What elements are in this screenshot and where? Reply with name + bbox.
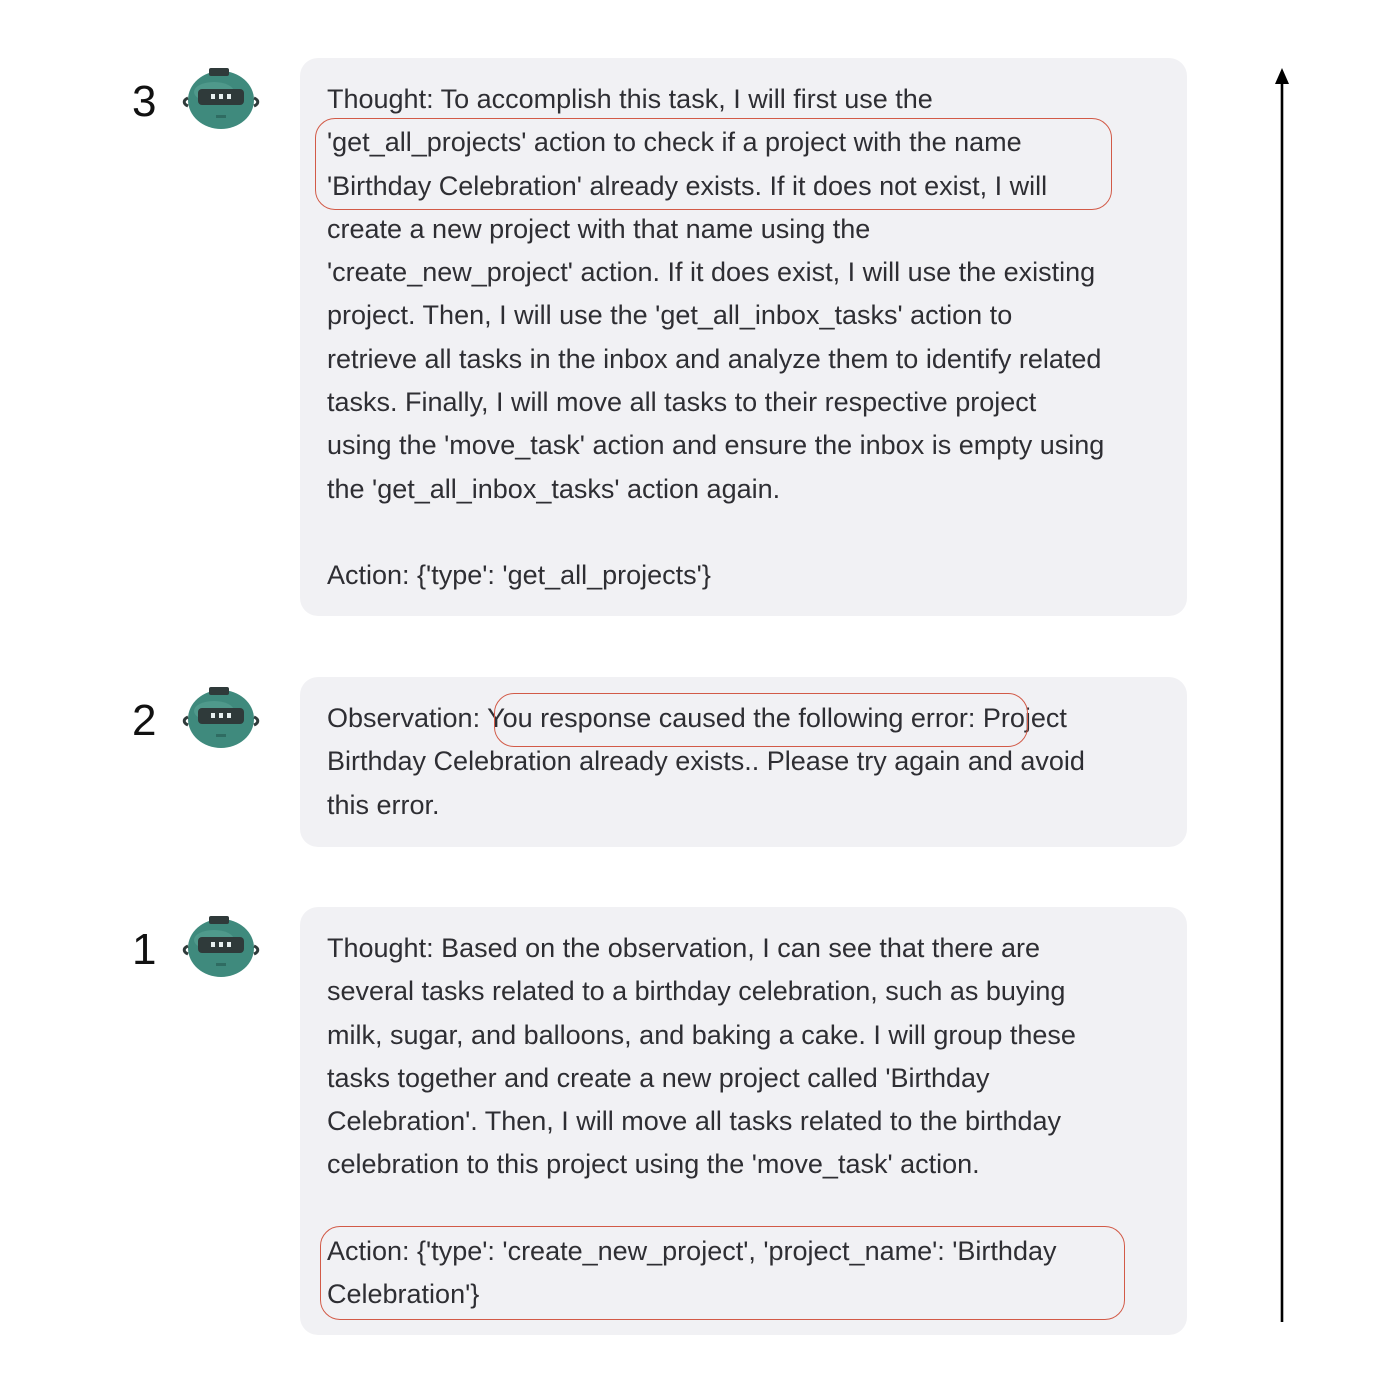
thought-line: create a new project with that name using the [327,213,871,244]
thought-line: using the 'move_task' action and ensure the inbox is empty using [327,430,1105,461]
step-number: 1 [132,925,157,974]
thought-line: 'Birthday Celebration' already exists. If it does not exist, I will [327,170,1048,201]
thought-line: the 'get_all_inbox_tasks' action again. [327,473,781,504]
thought-line: project. Then, I will use the 'get_all_inbox_tasks' action to [327,300,1013,331]
thought-line: milk, sugar, and balloons, and baking a cake. I will group these [327,1019,1076,1050]
thought-action-card [300,58,1187,616]
action-line: Action: {'type': 'create_new_project', 'project_name': 'Birthday [327,1235,1057,1266]
thought-action-card [300,907,1187,1335]
action-line: Action: {'type': 'get_all_projects'} [327,559,711,590]
robot-avatar-icon [182,685,260,751]
action-line: Celebration'} [327,1279,480,1310]
observation-card [300,677,1187,847]
observation-line: Birthday Celebration already exists.. Please try again and avoid [327,746,1085,777]
timeline-arrow-icon [1268,66,1298,1324]
thought-line: celebration to this project using the 'move_task' action. [327,1149,980,1180]
thought-line: tasks. Finally, I will move all tasks to their respective project [327,387,1037,418]
observation-line: Observation: You response caused the following error: Project [327,703,1067,733]
thought-line: 'create_new_project' action. If it does exist, I will use the existing [327,257,1096,288]
step-number: 3 [132,77,157,126]
thought-line: retrieve all tasks in the inbox and analyze them to identify related [327,343,1102,374]
thought-line: 'get_all_projects' action to check if a project with the name [327,127,1022,158]
thought-line: Celebration'. Then, I will move all tasks related to the birthday [327,1106,1062,1137]
robot-avatar-icon [182,66,260,132]
step-number: 2 [132,696,157,745]
thought-line: tasks together and create a new project called 'Birthday [327,1062,990,1093]
thought-line: several tasks related to a birthday celebration, such as buying [327,976,1066,1007]
robot-avatar-icon [182,914,260,980]
thought-line: Thought: Based on the observation, I can see that there are [327,933,1040,963]
observation-line: this error. [327,789,440,820]
thought-line: Thought: To accomplish this task, I will first use the [327,84,933,114]
